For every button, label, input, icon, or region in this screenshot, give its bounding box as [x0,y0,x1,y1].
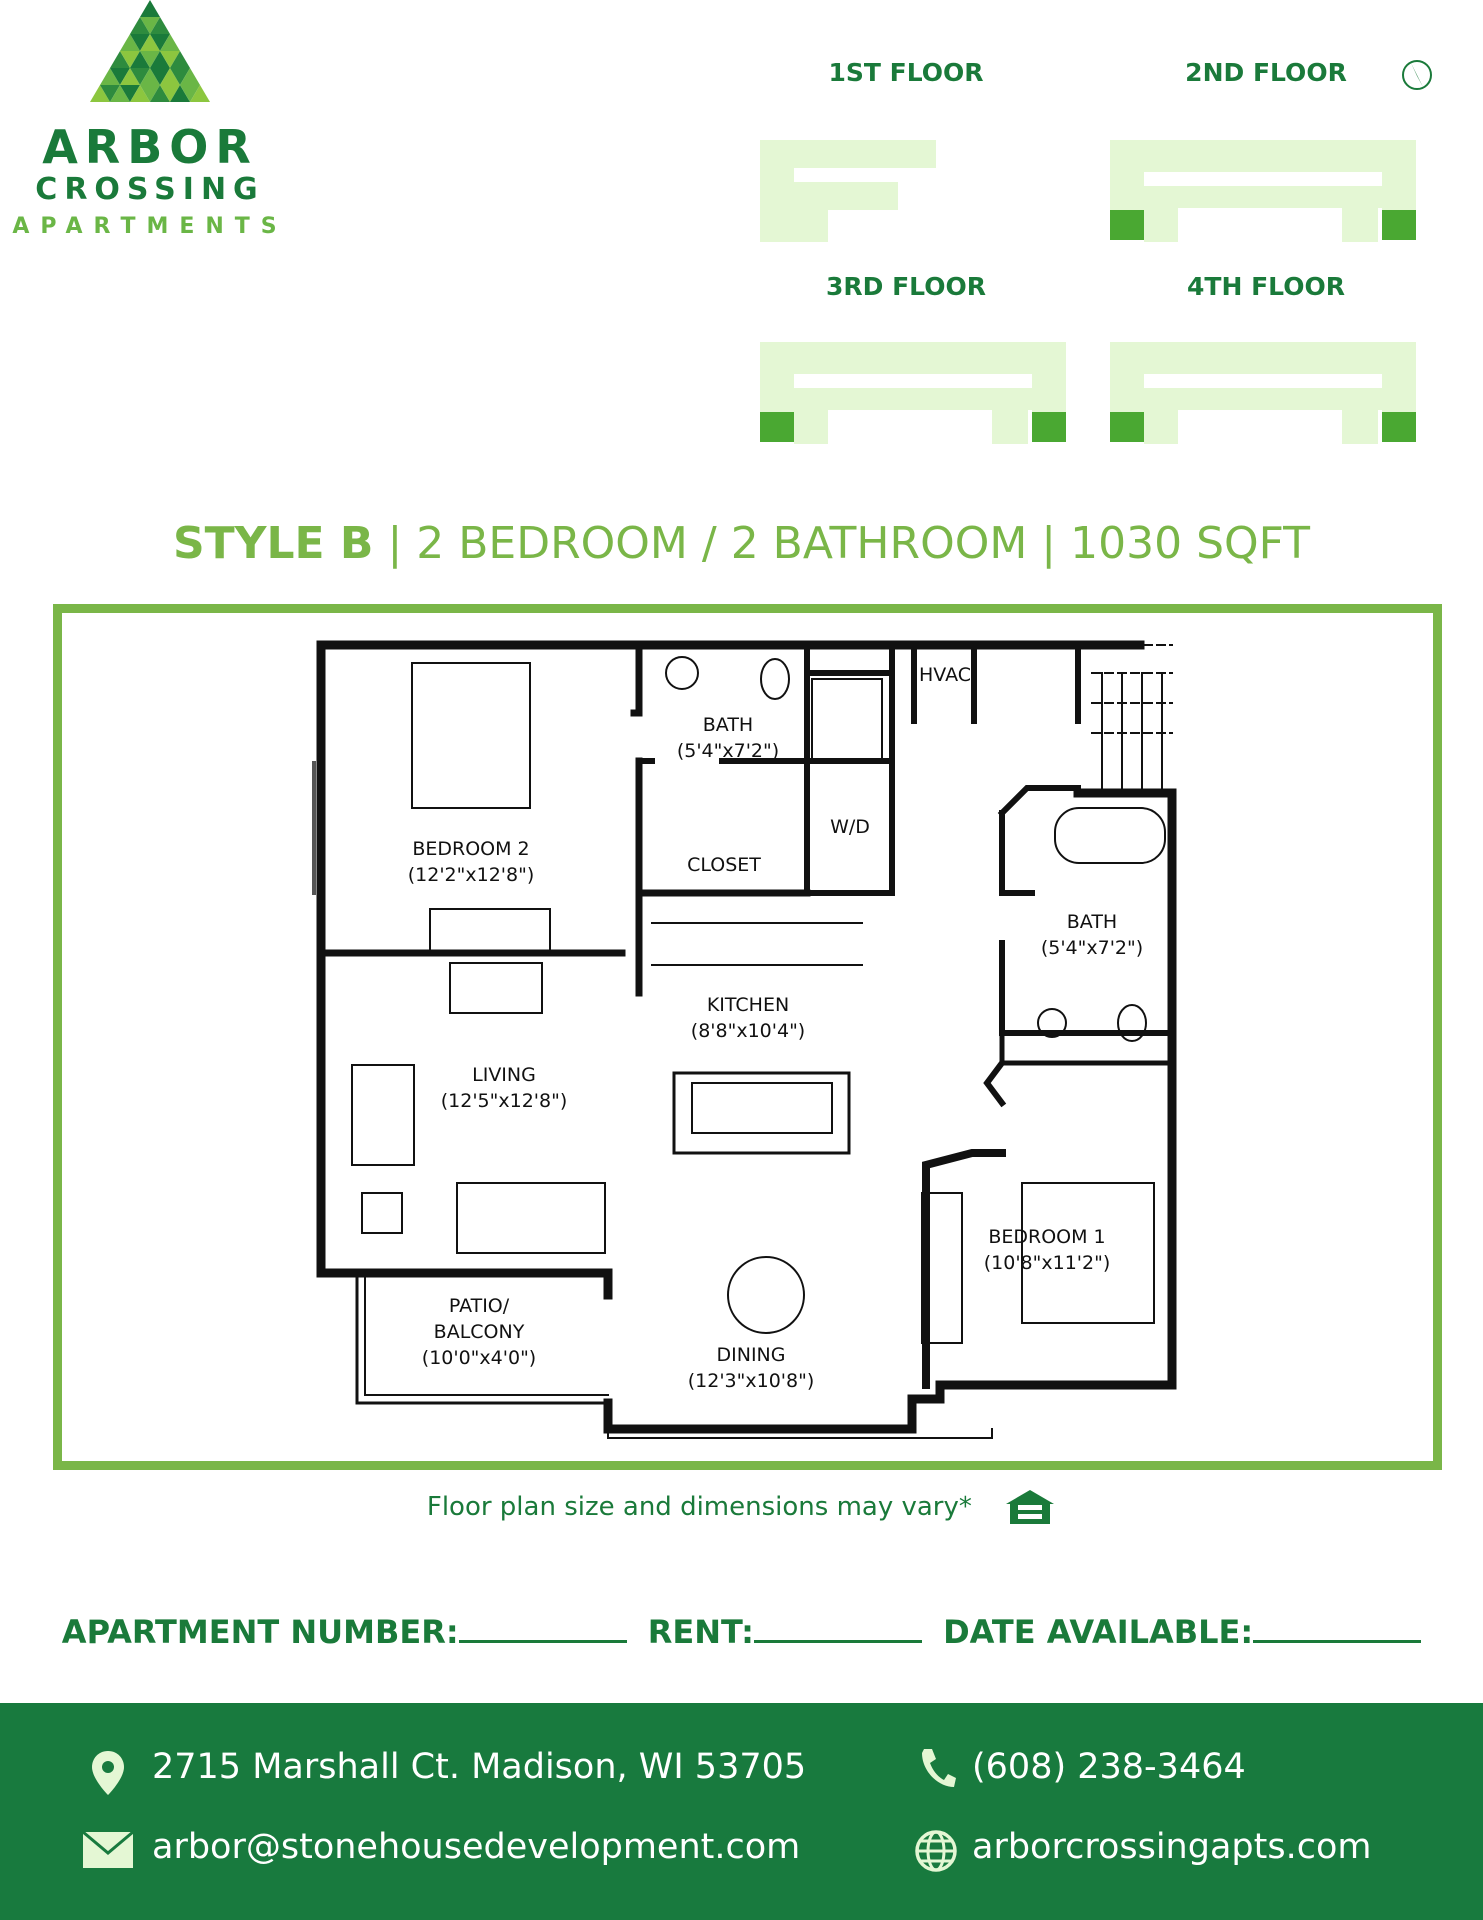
brand-line-arbor: ARBOR [42,120,258,174]
location-pin-icon [90,1749,126,1797]
room-dims-bedroom-2: (12'2"x12'8") [407,864,535,886]
date-available-label: DATE AVAILABLE: [943,1613,1254,1651]
unit-style: STYLE B [172,518,374,569]
room-label-dining: DINING [716,1344,786,1366]
date-available-field[interactable] [1253,1610,1421,1643]
equal-housing-icon [1004,1488,1056,1526]
floor-4-thumbnail [1108,340,1420,450]
email-link[interactable]: arbor@stonehousedevelopment.com [152,1827,801,1867]
brand-line-apartments: APARTMENTS [12,214,288,239]
floor-plan-drawing [62,613,1433,1461]
floor-plan-frame [53,604,1442,1470]
floor-2-thumbnail [1108,138,1420,248]
room-dims-bath-2: (5'4"x7'2") [676,740,780,762]
room-dims-bedroom-1: (10'8"x11'2") [983,1252,1111,1274]
floor-3-thumbnail [758,340,1070,450]
unit-sqft: 1030 SQFT [1070,518,1311,569]
room-label-bath-1: BATH [1066,911,1118,933]
headline-separator: | [1027,518,1071,569]
floor-label-4: 4TH FLOOR [1187,272,1345,301]
compass-icon [1400,58,1434,92]
room-label-patio: PATIO/ [448,1295,510,1317]
fill-in-fields [0,1610,1483,1651]
disclaimer-text: Floor plan size and dimensions may vary* [426,1492,972,1522]
email-icon [82,1831,134,1869]
room-dims-kitchen: (8'8"x10'4") [690,1020,806,1042]
phone-text[interactable]: (608) 238-3464 [972,1747,1246,1787]
room-dims-patio: (10'0"x4'0") [421,1347,537,1369]
apartment-number-field[interactable] [459,1610,627,1643]
floor-label-1: 1ST FLOOR [828,58,984,87]
room-dims-bath-1: (5'4"x7'2") [1040,937,1144,959]
room-dims-dining: (12'3"x10'8") [687,1370,815,1392]
room-label-bedroom-1: BEDROOM 1 [988,1226,1106,1248]
brand-logo [0,0,300,250]
unit-headline [0,518,1483,569]
rent-field[interactable] [754,1610,922,1643]
headline-separator: | [373,518,417,569]
phone-icon [918,1747,956,1791]
apartment-number-label: APARTMENT NUMBER: [61,1613,459,1651]
room-label-closet: CLOSET [687,854,761,876]
floor-label-2: 2ND FLOOR [1185,58,1347,87]
floor-1-thumbnail [758,138,1070,248]
brand-line-crossing: CROSSING [35,172,265,207]
rent-label: RENT: [647,1613,754,1651]
floor-label-3: 3RD FLOOR [826,272,986,301]
room-label-balcony: BALCONY [433,1321,525,1343]
contact-footer [0,1703,1483,1920]
unit-rooms: 2 BEDROOM / 2 BATHROOM [416,518,1028,569]
room-label-wd: W/D [830,816,870,838]
room-label-living: LIVING [472,1064,536,1086]
disclaimer [0,1488,1483,1526]
room-dims-living: (12'5"x12'8") [440,1090,568,1112]
room-label-hvac: HVAC [919,664,971,686]
tree-logo-icon [90,0,210,105]
website-link[interactable]: arborcrossingapts.com [972,1827,1372,1867]
room-label-bath-2: BATH [702,714,754,736]
address-text: 2715 Marshall Ct. Madison, WI 53705 [152,1747,807,1787]
room-label-bedroom-2: BEDROOM 2 [412,838,530,860]
room-label-kitchen: KITCHEN [706,994,790,1016]
globe-icon [914,1829,958,1873]
